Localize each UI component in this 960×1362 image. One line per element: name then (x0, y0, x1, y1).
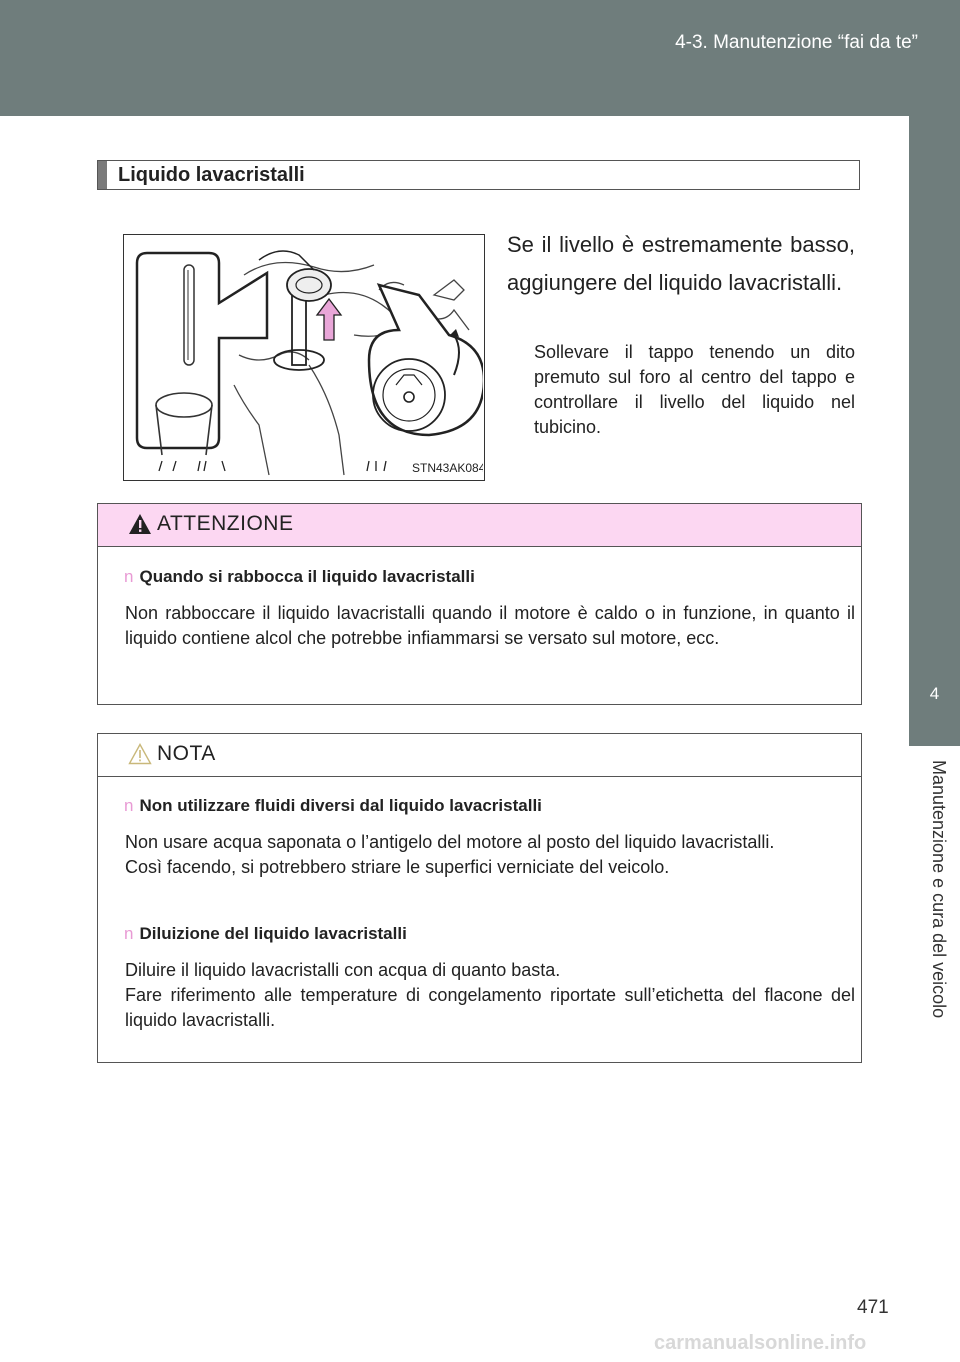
side-tab (909, 116, 960, 646)
page-number: 471 (857, 1297, 889, 1318)
section-breadcrumb: 4-3. Manutenzione “fai da te” (675, 32, 918, 53)
warning-item-title: n Quando si rabbocca il liquido lavacristalli (124, 567, 475, 586)
section-heading (97, 160, 860, 190)
note-line: Fare riferimento alle temperature di congelamento riportate sull’etichetta del flacone del liquido lavacristalli. (125, 985, 855, 1030)
note-line: Diluire il liquido lavacristalli con acqua di quanto basta. (125, 960, 561, 980)
note-item-body (125, 958, 855, 1033)
warning-item-body: Non rabboccare il liquido lavacristalli quando il motore è caldo o in funzione, in quanto il liquido contiene alcol che potrebbe infiammarsi se versato sul motore, ecc. (125, 603, 855, 648)
note-item-title: n Diluizione del liquido lavacristalli (124, 924, 407, 943)
intro-subtext: Sollevare il tappo tenendo un dito premuto sul foro al centro del tappo e controllare il livello del liquido nel tubicino. (534, 342, 855, 437)
page-header-bar (0, 0, 960, 116)
note-item-body (125, 830, 855, 880)
note-line: Così facendo, si potrebbero striare le superfici verniciate del veicolo. (125, 857, 670, 877)
bullet-marker: n (124, 796, 134, 815)
note-label: NOTA (157, 742, 216, 765)
note-line: Non usare acqua saponata o l’antigelo del motore al posto del liquido lavacristalli. (125, 832, 775, 852)
washer-reservoir-drawing (124, 235, 483, 479)
warning-label: ATTENZIONE (157, 512, 294, 535)
note-item-title: n Non utilizzare fluidi diversi dal liquido lavacristalli (124, 796, 542, 815)
bullet-marker: n (124, 924, 134, 943)
note-header (98, 734, 861, 777)
bullet-marker: n (124, 567, 134, 586)
figure-code: STN43AK084 (412, 461, 483, 475)
intro-text: Se il livello è estremamente basso, aggiungere del liquido lavacristalli. (507, 232, 855, 295)
chapter-number: 4 (929, 684, 940, 703)
chapter-title: Manutenzione e cura del veicolo (929, 760, 949, 1019)
section-title: Liquido lavacristalli (118, 164, 305, 186)
washer-fluid-illustration (123, 234, 485, 481)
caution-icon (128, 743, 152, 765)
warning-box (97, 503, 862, 705)
warning-header (98, 504, 861, 547)
note-box (97, 733, 862, 1063)
watermark: carmanualsonline.info (654, 1332, 867, 1354)
warning-icon (128, 513, 152, 535)
heading-accent-bar (98, 161, 107, 189)
